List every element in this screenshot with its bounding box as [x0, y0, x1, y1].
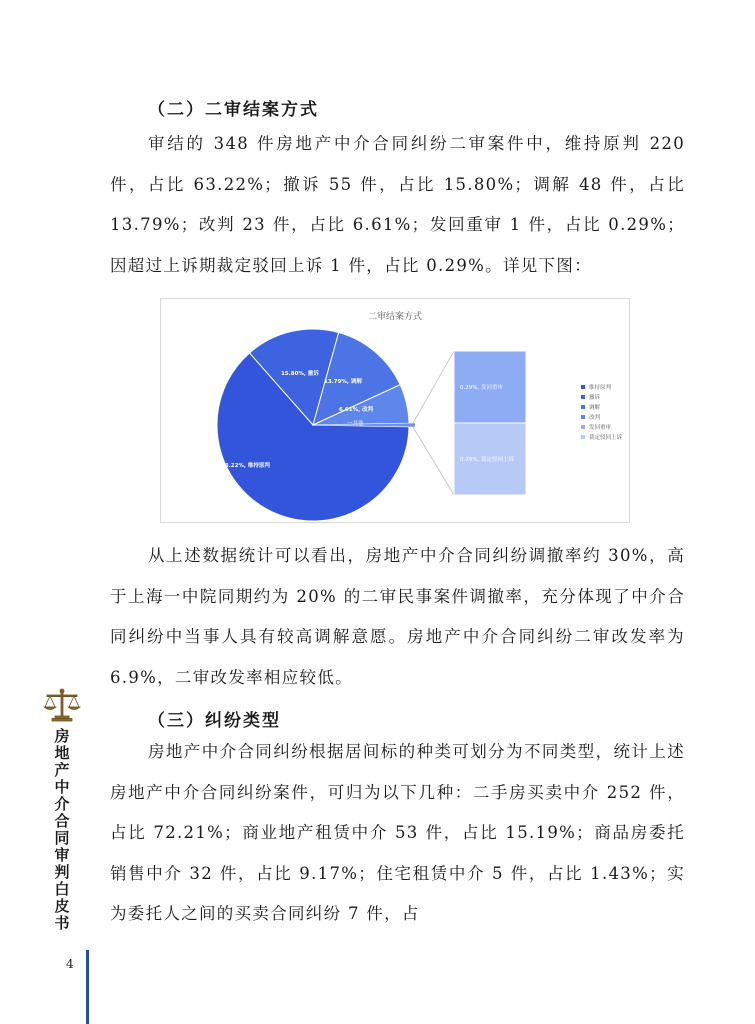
section-heading-3: （三）纠纷类型	[148, 711, 281, 731]
legend-label: 维持原判	[589, 385, 612, 391]
chart-canvas	[161, 299, 629, 522]
legend-item	[581, 412, 622, 422]
legend-label: 裁定驳回上诉	[589, 435, 623, 441]
pie-slice-label: 15.80%, 撤诉	[281, 371, 319, 377]
legend-item	[581, 402, 622, 412]
pie-chart	[160, 298, 630, 523]
scales-of-justice-icon	[42, 688, 82, 722]
legend-item	[581, 382, 622, 392]
legend-swatch	[581, 395, 585, 399]
analysis-paragraph: 从上述数据统计可以看出，房地产中介合同纠纷调撤率约 30%，高于上海一中院同期约为 20% 的二审民事案件调撤率，充分体现了中介合同纠纷中当事人具有较高调解意愿。房地产中介合同纠纷二审改发率为 6.9%，二审改发率相应较低。	[110, 546, 685, 687]
page-number: 4	[66, 957, 74, 971]
legend-item	[581, 392, 622, 402]
connector-line	[413, 351, 454, 423]
chart-title: 二审结案方式	[367, 312, 423, 322]
pie-slice-label: 6.61%, 改判	[339, 407, 374, 413]
legend-item	[581, 422, 622, 432]
pie-other-label: 一其他	[347, 421, 364, 427]
connector-line	[413, 427, 454, 495]
section-heading-2: （二）二审结案方式	[148, 100, 319, 120]
legend-label: 发回重审	[589, 425, 612, 431]
legend-swatch	[581, 385, 585, 389]
pie-slice-label: 13.79%, 调解	[324, 379, 362, 385]
chart-legend	[581, 382, 622, 442]
legend-swatch	[581, 425, 585, 429]
section-2-paragraph: 审结的 348 件房地产中介合同纠纷二审案件中，维持原判 220 件，占比 63.22%；撤诉 55 件，占比 15.80%；调解 48 件，占比 13.79%；改判 23 件，占比 6.61%；发回重审 1 件，占比 0.29%；因超过上诉期裁定驳回上诉 1 件，占比 0.29%。详见下图：	[110, 134, 685, 275]
legend-item	[581, 432, 622, 442]
legend-label: 调解	[589, 405, 601, 411]
legend-swatch	[581, 435, 585, 439]
side-decoration	[40, 688, 84, 932]
legend-label: 撤诉	[589, 395, 601, 401]
legend-swatch	[581, 405, 585, 409]
side-accent-bar	[86, 950, 89, 1024]
pie-slice-label: 63.22%, 维持原判	[221, 463, 270, 469]
bar-segment-label: 0.29%, 发回重审	[460, 385, 503, 391]
bar-segment-label: 0.29%, 裁定驳回上诉	[460, 457, 514, 463]
legend-label: 改判	[589, 415, 601, 421]
section-3-paragraph: 房地产中介合同纠纷根据居间标的种类可划分为不同类型，统计上述房地产中介合同纠纷案件，可归为以下几种：二手房买卖中介 252 件，占比 72.21%；商业地产租赁中介 53 件，占比 15.19%；商品房委托销售中介 32 件，占比 9.17%；住宅租赁中介 5 件，占比 1.43%；实为委托人之间的买卖合同纠纷 7 件，占	[110, 742, 685, 923]
side-vertical-title: 房地产中介合同审判白皮书	[54, 727, 70, 932]
legend-swatch	[581, 415, 585, 419]
